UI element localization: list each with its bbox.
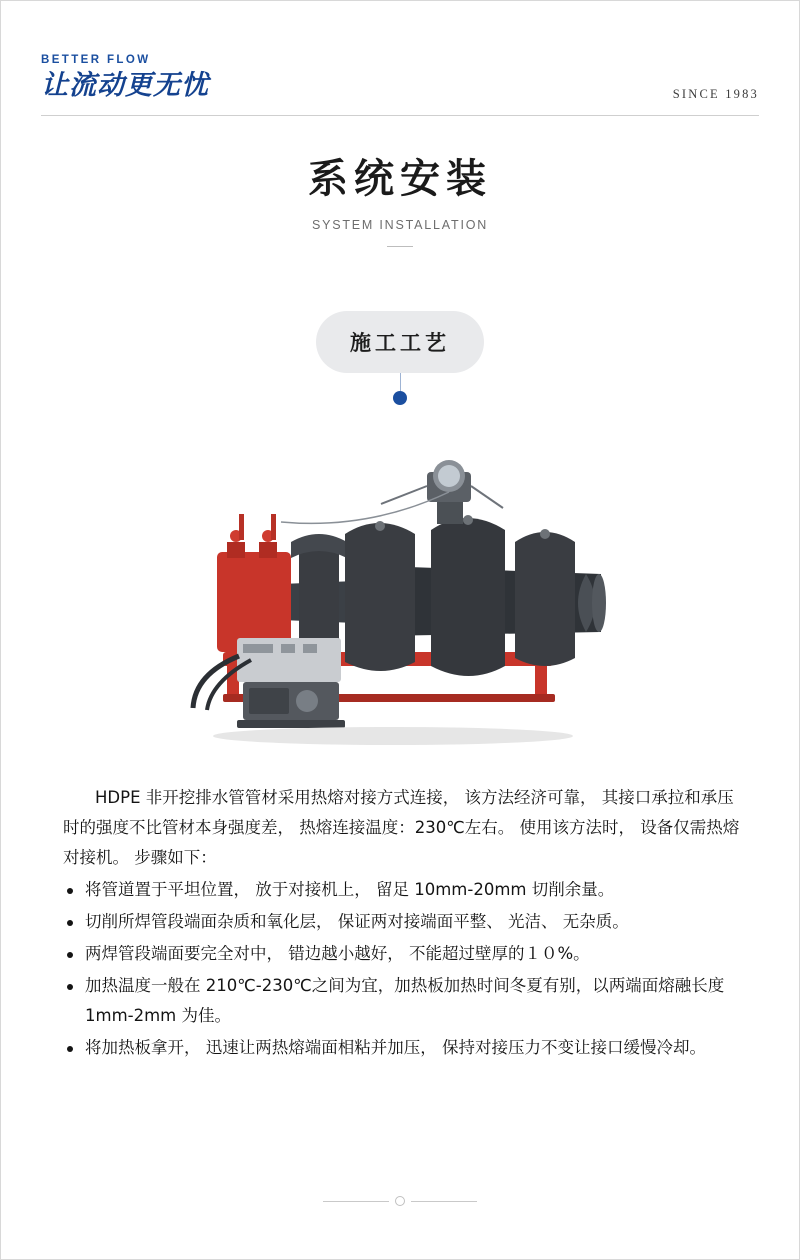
header-divider [41, 115, 759, 116]
body-copy [63, 783, 741, 1065]
section-tag-wrap [1, 311, 799, 373]
footer-rule-right [411, 1201, 477, 1202]
welding-machine-illustration [131, 456, 671, 756]
page-footer [1, 1195, 799, 1207]
footer-dot-icon [395, 1196, 405, 1206]
steps-list [63, 875, 741, 1063]
footer-rule-left [323, 1201, 389, 1202]
list-item: 两焊管段端面要完全对中， 错边越小越好， 不能超过壁厚的１０%。 [63, 939, 741, 969]
brand-logo [41, 53, 209, 103]
list-item: 将管道置于平坦位置， 放于对接机上， 留足 10mm-20mm 切削余量。 [63, 875, 741, 905]
welding-machine-figure [131, 456, 671, 756]
section-tag-connector [400, 373, 401, 391]
page-subtitle: SYSTEM INSTALLATION [311, 218, 489, 232]
brand-tagline-en: BETTER FLOW [41, 54, 151, 66]
since-label: SINCE 1983 [672, 87, 759, 101]
intro-paragraph: HDPE 非开挖排水管管材采用热熔对接方式连接， 该方法经济可靠， 其接口承拉和承压时的强度不比管材本身强度差， 热熔连接温度：230℃左右。 使用该方法时， 设备仅需热熔对接机。 步骤如下： [63, 788, 740, 867]
brand-tagline-cn: 让流动更无忧 [41, 70, 209, 101]
list-item: 将加热板拿开， 迅速让两热熔端面相粘并加压， 保持对接压力不变让接口缓慢冷却。 [63, 1033, 741, 1063]
list-item: 加热温度一般在 210℃-230℃之间为宜，加热板加热时间冬夏有别，以两端面熔融长度1mm-2mm 为佳。 [63, 971, 741, 1031]
title-divider [387, 246, 413, 247]
page-title: 系统安装 [308, 156, 492, 202]
page-title-block [1, 147, 799, 247]
section-tag: 施工工艺 [316, 311, 484, 373]
page-header [41, 53, 759, 115]
list-item: 切削所焊管段端面杂质和氧化层， 保证两对接端面平整、 光洁、 无杂质。 [63, 907, 741, 937]
section-tag-dot [393, 391, 407, 405]
